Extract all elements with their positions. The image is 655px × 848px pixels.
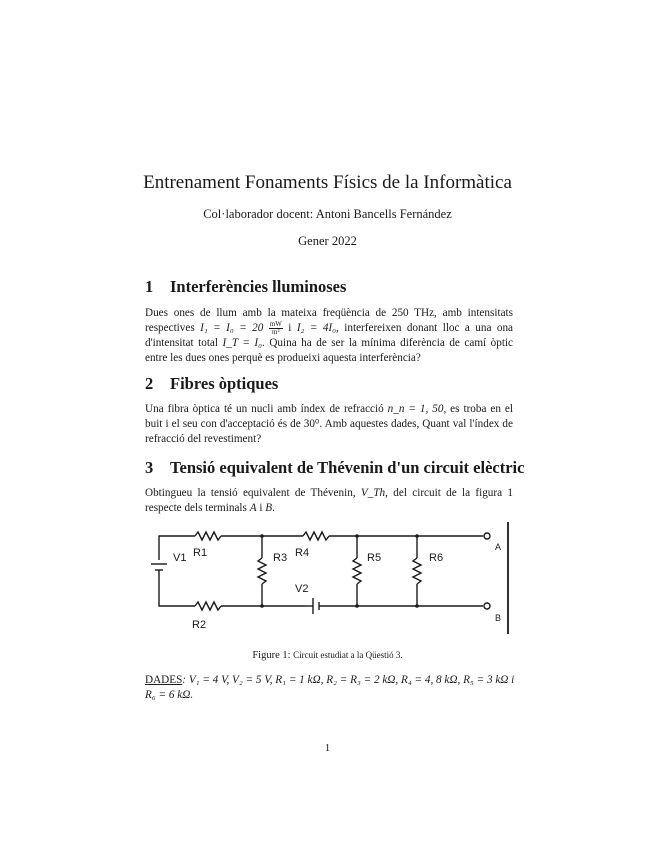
paper-title: Entrenament Fonaments Físics de la Informàtica	[143, 172, 512, 193]
terminal-b-ref: B	[265, 502, 273, 514]
equation-angle: 30⁰	[303, 418, 320, 430]
equation-intensities: I₁ = I₀ = 20	[200, 322, 264, 334]
text-run: . Quina ha de ser la mínima diferència de camí òptic entre les dues ones perquè es produeixi aquesta interferència?	[145, 337, 513, 364]
circuit-diagram	[145, 518, 525, 636]
equation-i2: I₂ = 4I₀	[296, 322, 337, 334]
resistor-r1-symbol	[195, 532, 221, 540]
figure-caption	[0, 650, 655, 661]
paper-author: Col·laborador docent: Antoni Bancells Fernández	[203, 207, 452, 221]
text-run: .	[272, 502, 275, 514]
label-terminal-a: A	[495, 542, 502, 552]
section-title: Tensió equivalent de Thévenin d'un circuit elèctric	[170, 458, 525, 477]
section-2-text	[145, 402, 513, 447]
figure-caption-text: Circuit estudiat a la Qüestió 3.	[293, 650, 403, 660]
junction-dot	[355, 534, 359, 538]
label-r3: R3	[273, 552, 288, 564]
fraction-denominator: m²	[272, 328, 280, 336]
label-r6: R6	[429, 552, 444, 564]
resistor-r5-symbol	[353, 558, 361, 584]
resistor-r6-symbol	[413, 558, 421, 584]
fraction-numerator: mW	[269, 320, 282, 328]
section-3-heading	[145, 458, 524, 478]
text-run: , es troba en el buit i el seu con d'acceptació és de	[145, 403, 513, 430]
section-1-text	[145, 306, 513, 366]
label-r1: R1	[193, 547, 208, 559]
unit-fraction	[269, 321, 283, 336]
text-run: . Amb aquestes dades, Quant val l'índex de refracció del revestiment?	[145, 418, 513, 445]
text-run: i	[282, 322, 297, 334]
label-r5: R5	[367, 552, 382, 564]
junction-dot	[415, 604, 419, 608]
text-run: Una fibra òptica té un nucli amb índex de refracció	[145, 403, 384, 415]
junction-dot	[260, 534, 264, 538]
label-r4: R4	[295, 547, 310, 559]
text-run: i	[256, 502, 266, 514]
terminal-b-node	[484, 603, 490, 609]
section-number: 3	[145, 458, 154, 477]
section-2-heading	[145, 374, 278, 394]
label-terminal-b: B	[495, 613, 502, 623]
section-number: 1	[145, 277, 154, 296]
resistor-r3-symbol	[258, 558, 266, 584]
text-run: , interfereixen donant lloc a una ona d'intensitat total	[145, 322, 514, 349]
wire-left-bottom	[159, 570, 195, 606]
dades-label: DADES	[145, 674, 183, 686]
text-run: Dues ones de llum amb la mateixa freqüència de 250 THz, amb intensitats respectives	[145, 307, 513, 334]
resistor-r4-symbol	[303, 532, 329, 540]
page-number: 1	[324, 742, 331, 754]
junction-dot	[415, 534, 419, 538]
equation-it: I_T = I₀	[222, 337, 263, 349]
terminal-a-node	[484, 533, 490, 539]
text-run: , del circuit de la figura 1 respecte dels terminals	[145, 487, 514, 514]
terminal-a-ref: A	[249, 502, 257, 514]
junction-dot	[355, 604, 359, 608]
section-number: 2	[145, 374, 154, 393]
section-title: Fibres òptiques	[170, 374, 279, 393]
figure-label: Figure 1:	[252, 650, 291, 661]
equation-nn: n_n = 1, 50	[387, 403, 444, 415]
text-run: Obtingueu la tensió equivalent de Thévenin,	[145, 487, 356, 499]
resistor-r2-symbol	[195, 602, 221, 610]
label-r2: R2	[192, 619, 207, 631]
label-v2: V2	[295, 583, 309, 595]
dades-values: : V₁ = 4 V, V₂ = 5 V, R₁ = 1 kΩ, R₂ = R₃ = 2 kΩ, R₄ = 4, 8 kΩ, R₅ = 3 kΩ i R₆ = 6 kΩ.	[145, 674, 515, 701]
equation-vth: V_Th	[360, 487, 386, 499]
data-statement	[145, 673, 515, 703]
section-title: Interferències lluminoses	[170, 277, 347, 296]
junction-dot	[260, 604, 264, 608]
section-3-text	[145, 486, 513, 516]
section-1-heading	[145, 277, 346, 297]
label-v1: V1	[173, 552, 187, 564]
paper-date: Gener 2022	[298, 234, 357, 248]
